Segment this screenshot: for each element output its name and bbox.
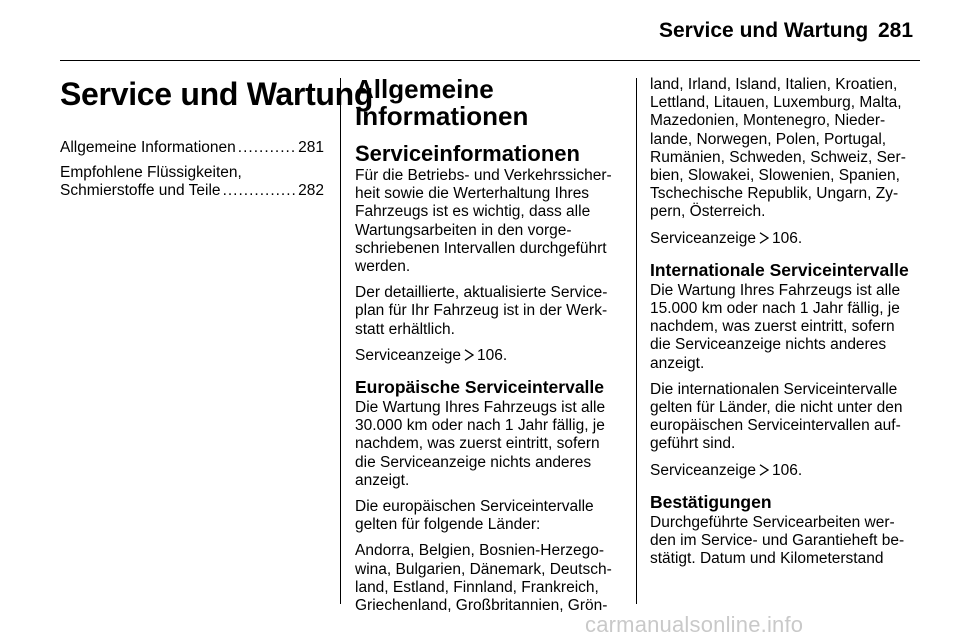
- cross-reference-page: 106.: [476, 346, 508, 364]
- text-line: lande, Norwegen, Polen, Portugal,: [650, 130, 887, 148]
- text-line: schriebenen Intervallen durchgeführt: [355, 239, 607, 257]
- column-divider-right: [636, 78, 637, 604]
- content-column-middle: [355, 70, 620, 623]
- text-line: statt erhältlich.: [355, 320, 455, 338]
- cross-reference[interactable]: [355, 347, 620, 365]
- text-line: anzeigt.: [355, 471, 410, 489]
- text-line: gelten für Länder, die nicht unter den: [650, 399, 903, 417]
- text-line: Griechenland, Großbritannien, Grön-: [355, 597, 608, 615]
- section-heading-line: Informationen: [355, 101, 529, 131]
- cross-reference-label: Serviceanzeige: [650, 229, 756, 247]
- text-line: Die europäischen Serviceintervalle: [355, 498, 594, 516]
- cross-reference[interactable]: [650, 230, 922, 248]
- text-line: 30.000 km oder nach 1 Jahr fällig, je: [355, 417, 605, 435]
- paragraph: [355, 284, 620, 339]
- text-line: nachdem, was zuerst eintritt, sofern: [650, 318, 895, 336]
- text-line: die Serviceanzeige nichts anderes: [355, 453, 592, 471]
- text-line: Fahrzeugs ist es wichtig, dass alle: [355, 203, 591, 221]
- watermark-text: carmanualsonline.info: [585, 612, 804, 637]
- header-divider: [60, 60, 920, 61]
- text-line: bien, Slowakei, Slowenien, Spanien,: [650, 167, 900, 185]
- paragraph: [650, 282, 922, 373]
- text-line: gelten für folgende Länder:: [355, 516, 541, 534]
- text-line: stätigt. Datum und Kilometerstand: [650, 550, 884, 568]
- toc-entry-page: 281: [298, 139, 324, 156]
- text-line: die Serviceanzeige nichts anderes: [650, 336, 887, 354]
- text-line: Der detaillierte, aktualisierte Service-: [355, 284, 608, 302]
- cross-reference-label: Serviceanzeige: [650, 461, 756, 479]
- paragraph: [355, 167, 620, 276]
- chapter-title: Service und Wartung: [60, 76, 374, 112]
- subsection-heading: Bestätigungen: [650, 491, 772, 512]
- content-column-right: [650, 76, 922, 576]
- text-line: Mazedonien, Montenegro, Nieder-: [650, 112, 886, 130]
- paragraph: [355, 399, 620, 490]
- cross-reference-label: Serviceanzeige: [355, 346, 461, 364]
- paragraph: [650, 514, 922, 569]
- running-header-title: Service und Wartung: [659, 19, 869, 42]
- text-line: Rumänien, Schweden, Schweiz, Ser-: [650, 148, 906, 166]
- text-line: wina, Bulgarien, Dänemark, Deutsch-: [355, 560, 612, 578]
- paragraph: [650, 381, 922, 454]
- paragraph: [650, 76, 922, 222]
- toc-entry[interactable]: [60, 139, 324, 158]
- section-heading-line: Allgemeine: [355, 74, 494, 104]
- toc-leader-dots: [238, 139, 296, 158]
- paragraph: [355, 542, 620, 615]
- subsection-heading: Serviceinformationen: [355, 141, 580, 166]
- text-line: land, Estland, Finnland, Frankreich,: [355, 578, 599, 596]
- text-line: werden.: [355, 258, 411, 276]
- subsection-heading: Internationale Serviceintervalle: [650, 259, 909, 280]
- text-line: geführt sind.: [650, 435, 736, 453]
- text-line: Tschechische Republik, Ungarn, Zy-: [650, 185, 899, 203]
- text-line: Lettland, Litauen, Luxemburg, Malta,: [650, 94, 902, 112]
- text-line: den im Service- und Garantieheft be-: [650, 532, 905, 550]
- text-line: Wartungsarbeiten in den vorge-: [355, 221, 572, 239]
- page-reference-arrow-icon: [464, 349, 474, 361]
- text-line: heit sowie die Werterhaltung Ihres: [355, 185, 590, 203]
- text-line: Für die Betriebs- und Verkehrssicher-: [355, 167, 612, 184]
- cross-reference[interactable]: [650, 462, 922, 480]
- text-line: land, Irland, Island, Italien, Kroatien,: [650, 76, 898, 93]
- column-divider-left: [340, 78, 341, 604]
- text-line: 15.000 km oder nach 1 Jahr fällig, je: [650, 300, 900, 318]
- cross-reference-page: 106.: [771, 229, 803, 247]
- cross-reference-page: 106.: [771, 461, 803, 479]
- page-reference-arrow-icon: [759, 464, 769, 476]
- text-line: anzeigt.: [650, 354, 705, 372]
- text-line: Die internationalen Serviceintervalle: [650, 380, 898, 398]
- toc-column: [60, 70, 374, 207]
- toc-leader-dots: [223, 182, 297, 201]
- text-line: Andorra, Belgien, Bosnien-Herzego-: [355, 542, 604, 560]
- toc-entry-label: Schmierstoffe und Teile: [60, 182, 221, 199]
- toc-entry[interactable]: [60, 164, 324, 201]
- paragraph: [355, 498, 620, 534]
- subsection-heading: Europäische Serviceintervalle: [355, 377, 605, 398]
- page-reference-arrow-icon: [759, 232, 769, 244]
- text-line: Die Wartung Ihres Fahrzeugs ist alle: [355, 399, 606, 417]
- text-line: europäischen Serviceintervallen auf-: [650, 417, 901, 435]
- toc-entry-label: Empfohlene Flüssigkeiten,: [60, 163, 242, 181]
- text-line: Durchgeführte Servicearbeiten wer-: [650, 513, 895, 531]
- text-line: Die Wartung Ihres Fahrzeugs ist alle: [650, 281, 901, 299]
- text-line: pern, Österreich.: [650, 203, 766, 221]
- toc-entry-label: Allgemeine Informationen: [60, 139, 236, 156]
- text-line: plan für Ihr Fahrzeug ist in der Werk-: [355, 302, 608, 320]
- text-line: nachdem, was zuerst eintritt, sofern: [355, 435, 600, 453]
- page-number: 281: [878, 19, 914, 42]
- toc-entry-page: 282: [298, 182, 324, 199]
